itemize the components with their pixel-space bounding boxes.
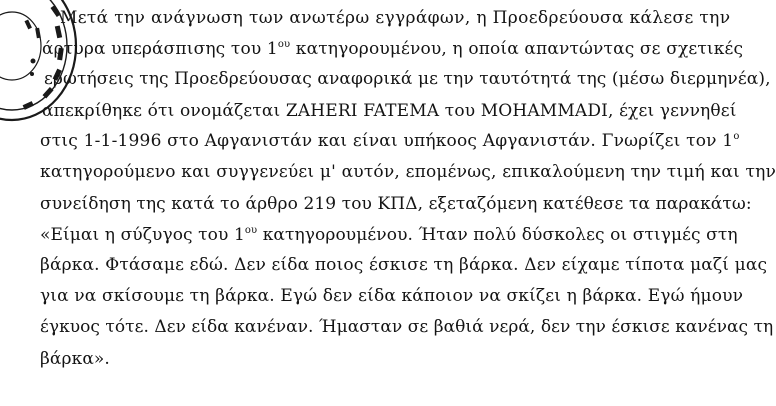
text-line-8: «Είμαι η σύζυγος του $1^{o\upsilon}$ κατηγορουμένου. Ήταν πολύ δύσκολες οι στιγμές στη bbox=[40, 225, 738, 245]
text-line-11: έγκυος τότε. Δεν είδα κανέναν. Ήμασταν σε βαθιά νερά, δεν την έσκισε κανένας τη bbox=[40, 317, 774, 337]
text-line-5: στις 1-1-1996 στο Αφγανιστάν και είναι υπήκοος Αφγανιστάν. Γνωρίζει τον $1^o$ bbox=[40, 131, 740, 151]
text-line-1: Μετά την ανάγνωση των ανωτέρω εγγράφων, η Προεδρεύουσα κάλεσε την bbox=[60, 8, 731, 28]
text-line-4: απεκρίθηκε ότι ονομάζεται ZAHERI FATEMA του MOHAMMADI, έχει γεννηθεί bbox=[42, 101, 737, 121]
text-line-10: για να σκίσουμε τη βάρκα. Εγώ δεν είδα κάποιον να σκίζει η βάρκα. Εγώ ήμουν bbox=[40, 286, 744, 306]
text-line-3: ερωτήσεις της Προεδρεύουσας αναφορικά με την ταυτότητά της (μέσω διερμηνέα), bbox=[44, 69, 771, 89]
text-line-6: κατηγορούμενο και συγγενεύει μ' αυτόν, επομένως, επικαλούμενη την τιμή και την bbox=[40, 162, 776, 182]
text-line-2: άρτυρα υπεράσπισης του $1^{o\upsilon}$ κατηγορουμένου, η οποία απαντώντας σε σχετικές bbox=[42, 39, 744, 59]
text-line-9: βάρκα. Φτάσαμε εδώ. Δεν είδα ποιος έσκισε τη βάρκα. Δεν είχαμε τίποτα μαζί μας bbox=[40, 255, 768, 275]
text-line-7: συνείδηση της κατά το άρθρο 219 του ΚΠΔ, εξεταζόμενη κατέθεσε τα παρακάτω: bbox=[40, 194, 752, 214]
text-line-12: βάρκα». bbox=[40, 349, 110, 369]
